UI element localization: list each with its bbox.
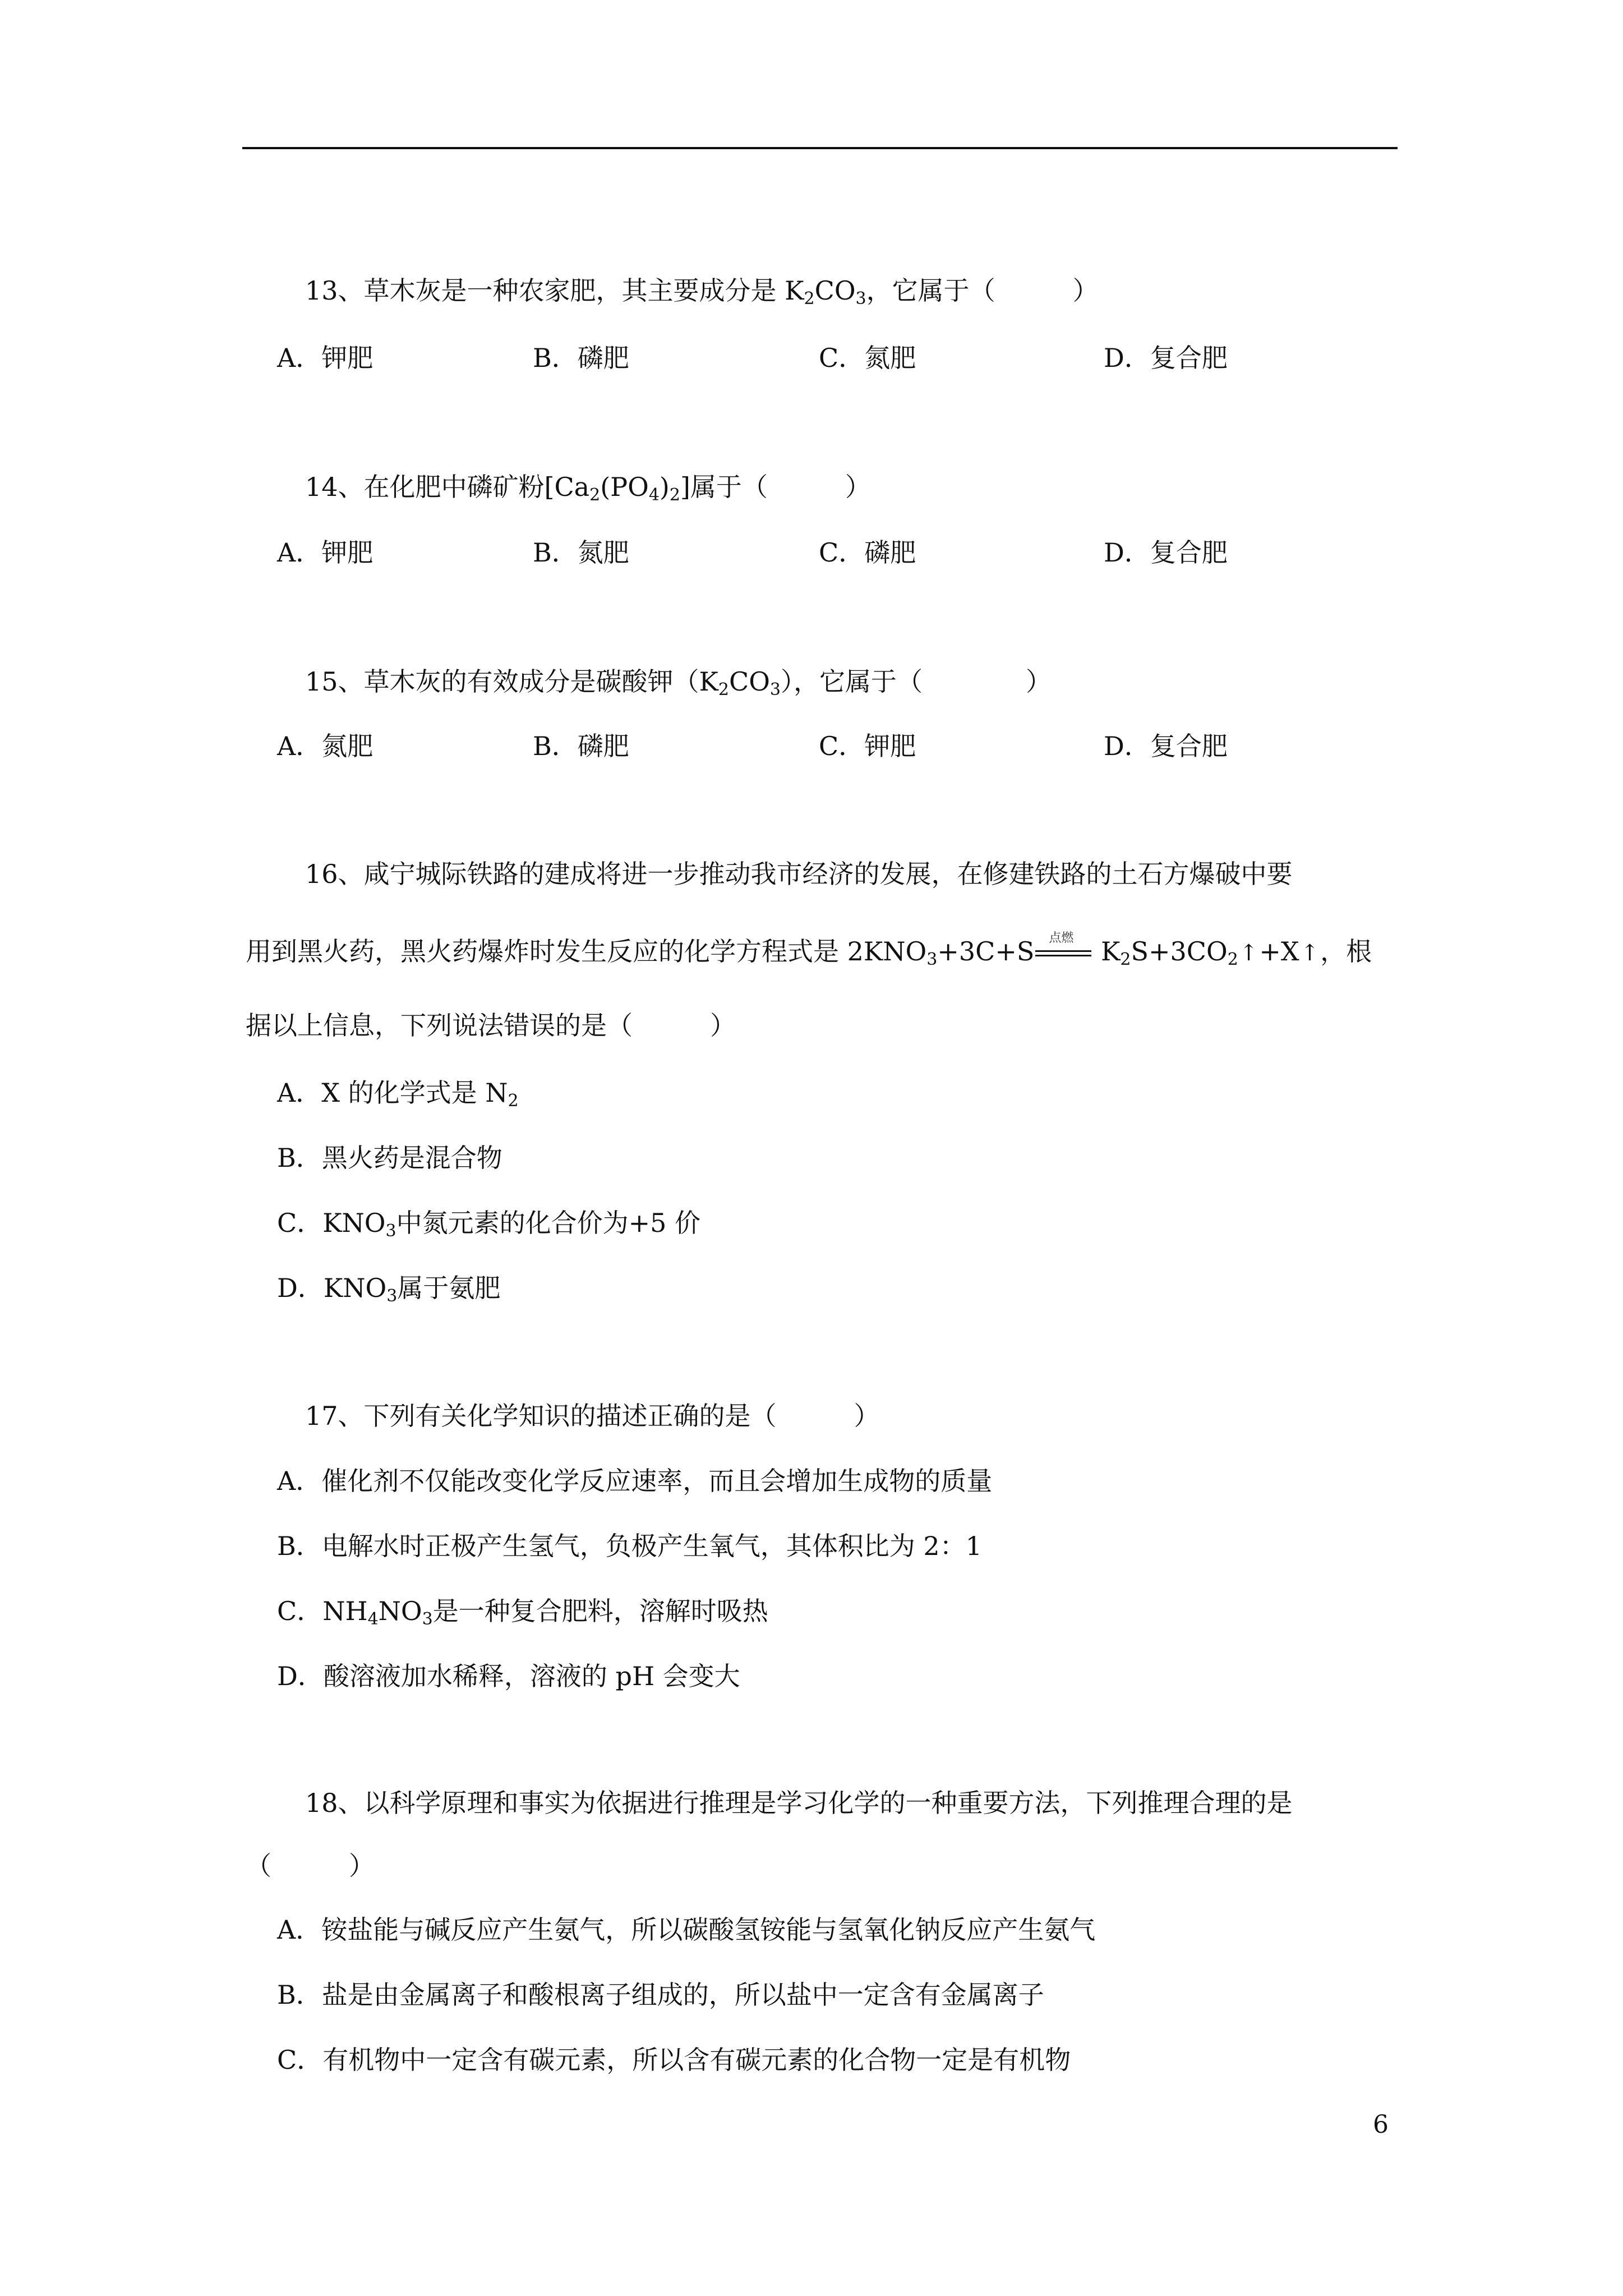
q15-option-c: C．钾肥: [819, 731, 916, 761]
question-15-stem: [305, 665, 1052, 698]
q13-sub-2: 3: [855, 289, 866, 309]
q13-text-1: 13、草木灰是一种农家肥，其主要成分是 K: [305, 275, 804, 306]
q14-option-a: A．钾肥: [277, 537, 374, 568]
q14-text-4: ]属于（ ）: [680, 472, 871, 502]
q16-option-d: [277, 1271, 500, 1305]
q16-option-a: [277, 1076, 519, 1110]
equals-bar-bottom: [1035, 955, 1091, 956]
q16-text-line3: 据以上信息，下列说法错误的是（ ）: [246, 1010, 736, 1041]
q16-sub-b: 2: [1120, 950, 1131, 969]
equals-bar-top: [1035, 950, 1091, 952]
reaction-condition-text: 点燃: [1049, 931, 1074, 945]
q16-text-a: 用到黑火药，黑火药爆炸时发生反应的化学方程式是 2KNO: [246, 936, 927, 967]
q14-sub-3: 2: [669, 485, 680, 505]
q13-option-a: A．钾肥: [277, 343, 374, 373]
q17-text: 17、下列有关化学知识的描述正确的是（ ）: [305, 1401, 880, 1431]
q15-option-a: A．氮肥: [277, 731, 374, 761]
q13-text-3: ，它属于（ ）: [866, 275, 1099, 306]
question-18-stem: [305, 1786, 1293, 1820]
q16-option-a-sub: 2: [508, 1091, 519, 1111]
q14-text-3: ): [659, 472, 670, 502]
q13-sub-1: 2: [804, 289, 815, 309]
page-number: 6: [1373, 2110, 1389, 2139]
q14-sub-1: 2: [589, 485, 601, 505]
q17-option-a: [277, 1464, 992, 1498]
q16-option-c-text-1: C．KNO: [277, 1208, 386, 1238]
q14-sub-2: 4: [648, 485, 660, 505]
q18-text-cont: （ ）: [246, 1851, 375, 1881]
q18-option-a: [277, 1913, 1095, 1947]
q13-option-b: B．磷肥: [533, 343, 629, 373]
q14-text-1: 14、在化肥中磷矿粉[Ca: [305, 472, 590, 502]
q16-text-f: ，根: [1320, 936, 1372, 967]
question-14-options: [0, 536, 1623, 569]
q16-text-b: +3C+S: [937, 936, 1035, 967]
question-14-stem: [305, 470, 871, 504]
q16-text-e: +X: [1259, 936, 1299, 967]
q16-option-d-text-1: D．KNO: [277, 1273, 387, 1303]
q15-option-d: D．复合肥: [1104, 731, 1228, 761]
gas-up-arrow-icon: ↑: [1239, 940, 1258, 966]
q13-option-d: D．复合肥: [1104, 343, 1228, 373]
q17-option-c: [277, 1594, 768, 1628]
q18-option-c: [277, 2043, 1071, 2077]
q18-option-c-text: C．有机物中一定含有碳元素，所以含有碳元素的化合物一定是有机物: [277, 2045, 1071, 2075]
q14-text-2: (PO: [600, 472, 649, 502]
q16-sub-c: 2: [1227, 950, 1238, 969]
q15-text-3: ），它属于（ ）: [781, 666, 1052, 697]
q16-option-b-text: B．黑火药是混合物: [277, 1143, 502, 1173]
q16-option-b: [277, 1141, 502, 1175]
q16-option-c-sub: 3: [385, 1221, 396, 1241]
q14-option-d: D．复合肥: [1104, 537, 1228, 568]
reaction-condition-equals: [1035, 931, 1091, 959]
question-13-options: [0, 341, 1623, 375]
q14-option-b: B．氮肥: [533, 537, 629, 568]
header-rule: [242, 147, 1398, 149]
q17-option-a-text: A．催化剂不仅能改变化学反应速率，而且会增加生成物的质量: [277, 1466, 993, 1496]
q16-option-a-text: A．X 的化学式是 N: [277, 1078, 508, 1108]
q13-option-c: C．氮肥: [819, 343, 916, 373]
q15-text-1: 15、草木灰的有效成分是碳酸钾（K: [305, 666, 718, 697]
q16-option-c: [277, 1206, 700, 1240]
q16-option-c-text-2: 中氮元素的化合价为+5 价: [396, 1208, 701, 1238]
q16-option-d-text-2: 属于氨肥: [397, 1273, 501, 1303]
q17-option-c-text-2: NO: [378, 1596, 422, 1626]
q18-text: 18、以科学原理和事实为依据进行推理是学习化学的一种重要方法，下列推理合理的是: [305, 1788, 1293, 1818]
q15-option-b: B．磷肥: [533, 731, 629, 761]
question-18-stem-cont: [246, 1849, 375, 1883]
q18-option-b-text: B．盐是由金属离子和酸根离子组成的，所以盐中一定含有金属离子: [277, 1980, 1044, 2010]
q17-option-d: [277, 1659, 740, 1693]
q17-option-b-text: B．电解水时正极产生氢气，负极产生氧气，其体积比为 2：1: [277, 1531, 982, 1561]
q17-option-c-text-3: 是一种复合肥料，溶解时吸热: [432, 1596, 768, 1626]
q16-option-d-sub: 3: [386, 1286, 398, 1306]
q16-text-d: S+3CO: [1131, 936, 1228, 967]
q14-option-c: C．磷肥: [819, 537, 916, 568]
q15-sub-1: 2: [718, 680, 729, 700]
question-15-options: [0, 729, 1623, 763]
q16-text-c: K: [1092, 936, 1121, 967]
question-17-stem: [305, 1399, 880, 1433]
q13-text-2: CO: [814, 275, 856, 306]
q15-sub-2: 3: [769, 680, 781, 700]
q17-option-d-text: D．酸溶液加水稀释，溶液的 pH 会变大: [277, 1661, 740, 1691]
question-13-stem: [305, 274, 1099, 307]
q17-option-c-sub-1: 4: [367, 1609, 379, 1629]
q16-sub-a: 3: [926, 950, 938, 969]
q18-option-b: [277, 1978, 1044, 2012]
q15-text-2: CO: [729, 666, 770, 697]
gas-up-arrow-icon: ↑: [1300, 940, 1320, 966]
q17-option-c-text-1: C．NH: [277, 1596, 368, 1626]
question-16-stem-line1: [305, 857, 1293, 891]
q17-option-c-sub-2: 3: [422, 1609, 433, 1629]
question-16-stem-line2: [246, 931, 1372, 970]
q18-option-a-text: A．铵盐能与碱反应产生氨气，所以碳酸氢铵能与氢氧化钠反应产生氨气: [277, 1915, 1096, 1945]
q16-text-line1: 16、咸宁城际铁路的建成将进一步推动我市经济的发展，在修建铁路的土石方爆破中要: [305, 859, 1293, 889]
question-16-stem-line3: [246, 1009, 736, 1042]
q17-option-b: [277, 1529, 982, 1563]
